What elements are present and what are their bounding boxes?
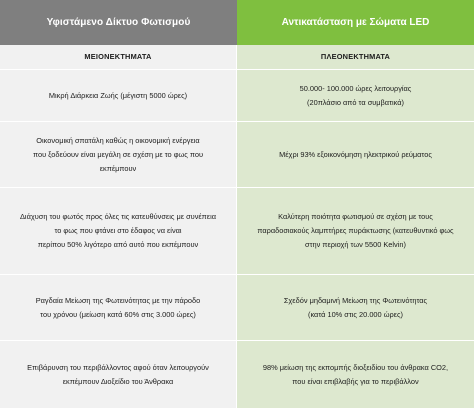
table-row [0,341,474,408]
cell-text: 50.000- 100.000 ώρες λειτουργίας [299,83,412,93]
advantage-cell [237,275,474,340]
cell-text: στην περιοχή των 5500 Kelvin) [305,240,406,249]
table-row [0,275,474,340]
cell-text: Καλύτερη ποιότητα φωτισμού σε σχέση με τους [278,212,433,221]
advantage-cell [237,70,474,121]
cell-text: του χρόνου (μείωση κατά 60% στις 3.000 ώρες) [40,309,196,319]
table-row [0,188,474,274]
table-header-row [0,0,474,45]
advantage-cell [237,188,474,274]
disadvantages-heading: ΜΕΙΟΝΕΚΤΗΜΑΤΑ [0,45,237,69]
disadvantage-cell [0,341,237,408]
cell-text: 98% μείωση της εκπομπής διοξειδίου του άνθρακα CO2, [262,362,449,372]
header-led-replacement: Αντικατάσταση με Σώματα LED [237,0,474,45]
advantages-heading: ΠΛΕΟΝΕΚΤΗΜΑΤΑ [237,45,474,69]
cell-text: το φως που φτάνει στο έδαφος να είναι [54,226,182,235]
disadvantage-cell [0,122,237,187]
cell-text: Μέχρι 93% εξοικονόμηση ηλεκτρικού ρεύματος [279,149,432,159]
cell-text: περίπου 50% λιγότερο από αυτό που εκπέμπουν [37,240,199,249]
cell-text: (20πλάσιο από τα συμβατικά) [307,97,404,107]
subheader-row [0,45,474,69]
cell-text: που είναι επιβλαβής για το περιβάλλον [292,376,419,386]
table-row [0,70,474,121]
header-existing-lighting: Υφιστάμενο Δίκτυο Φωτισμού [0,0,237,45]
cell-text: Επιβάρυνση του περιβάλλοντος αφού όταν λειτουργούν [27,362,209,372]
table-row [0,122,474,187]
cell-text: εκπέμπουν Διοξείδιο του Άνθρακα [62,376,174,386]
cell-text: Ραγδαία Μείωση της Φωτεινότητας με την πάροδο [35,295,201,305]
disadvantage-cell [0,70,237,121]
cell-text: Σχεδόν μηδαμινή Μείωση της Φωτεινότητας [283,295,428,305]
advantage-cell [237,122,474,187]
cell-text: (κατά 10% στις 20.000 ώρες) [307,309,403,319]
cell-text: Οικονομική σπατάλη καθώς η οικονομική ενέργεια [36,135,200,145]
cell-text: που ξοδεύουν είναι μεγάλη σε σχέση με το φως που [32,149,204,159]
cell-text: παραδοσιακούς λαμπτήρες πυράκτωσης (κατευθυντικό φως [257,226,454,235]
advantage-cell [237,341,474,408]
disadvantage-cell [0,275,237,340]
cell-text: εκπέμπουν [99,163,137,173]
cell-text: Μικρή Διάρκεια Ζωής (μέγιστη 5000 ώρες) [48,90,188,100]
disadvantage-cell [0,188,237,274]
cell-text: Διάχυση του φωτός προς όλες τις κατευθύνσεις με συνέπεια [19,212,216,221]
